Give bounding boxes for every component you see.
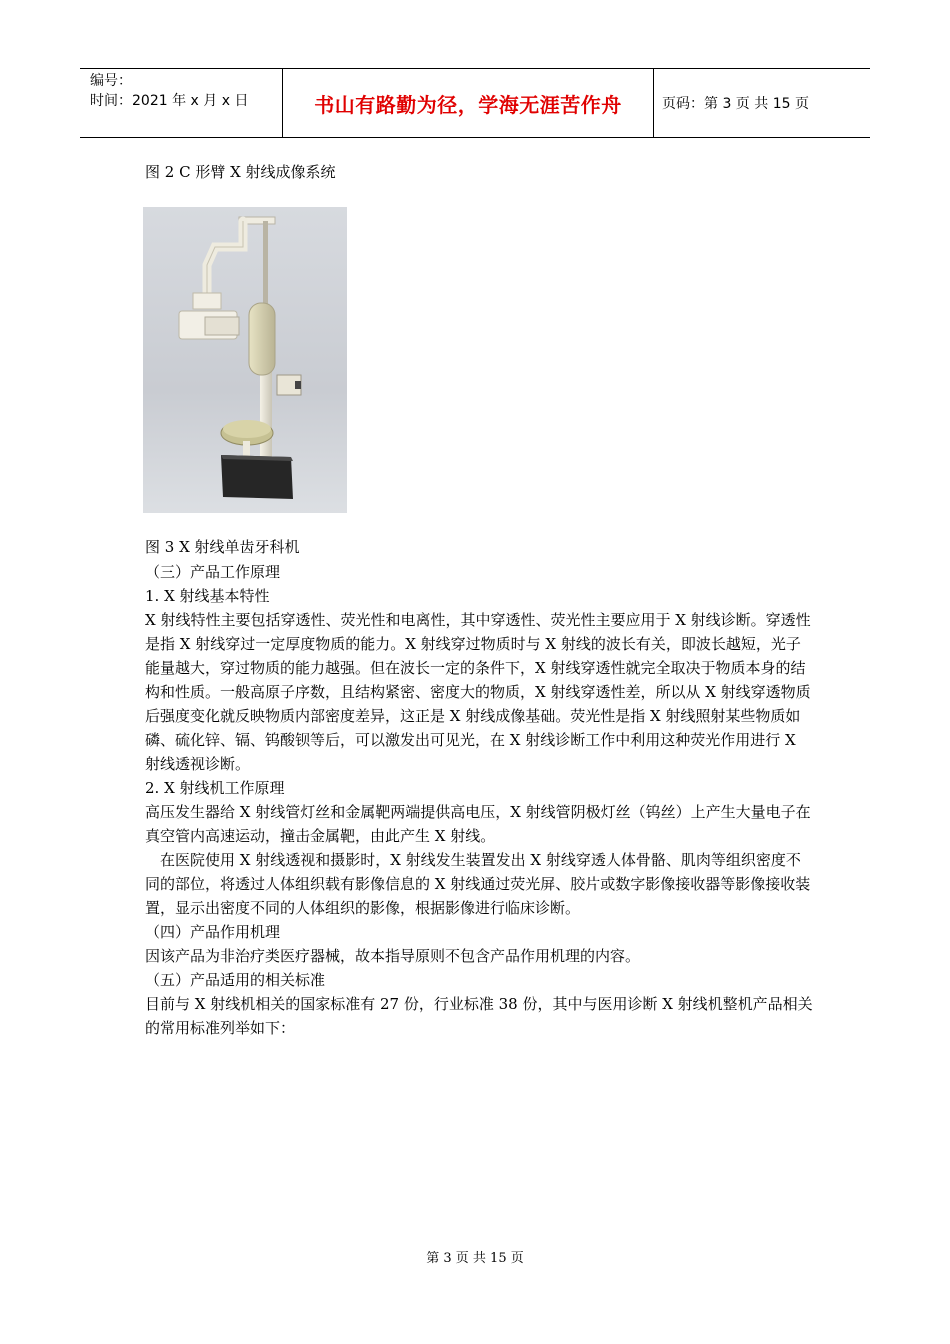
paragraph: 在医院使用 X 射线透视和摄影时，X 射线发生装置发出 X 射线穿透人体骨骼、肌肉等组织密度不同的部位，将透过人体组织载有影像信息的 X 射线通过荧光屏、胶片或数字影像接收器等影像接收装置，显示出密度不同的人体组织的影像，根据影像进行临床诊断。 <box>145 851 811 917</box>
motto-text: 书山有路勤为径，学海无涯苦作舟 <box>314 92 622 117</box>
time-label: 时间：2021 年 x 月 x 日 <box>90 93 249 109</box>
section-heading: （四）产品作用机理 <box>145 923 281 941</box>
paragraph: X 射线特性主要包括穿透性、荧光性和电离性，其中穿透性、荧光性主要应用于 X 射线诊断。穿透性是指 X 射线穿过一定厚度物质的能力。X 射线穿过物质时与 X 射线的波长有关，即波长越短，光子能量越大，穿过物质的能力越强。但在波长一定的条件下，X 射线穿透性就完全取决于物质本身的结构和性质。一般高原子序数，且结构紧密、密度大的物质，X 射线穿透性差，所以从 X 射线穿透物质后强度变化就反映物质内部密度差异，这正是 X 射线成像基础。荧光性是指 X 射线照射某些物质如磷、硫化锌、镉、钨酸钡等后，可以激发出可见光，在 X 射线诊断工作中利用这种荧光作用进行 X 射线透视诊断。 <box>145 611 811 773</box>
header-motto-cell <box>282 69 654 137</box>
figure2-caption: 图 2 C 形臂 X 射线成像系统 <box>145 163 336 181</box>
dental-xray-photo <box>143 207 347 513</box>
body-content <box>145 560 815 1040</box>
section-heading: （三）产品工作原理 <box>145 563 281 581</box>
section-heading: （五）产品适用的相关标准 <box>145 971 326 989</box>
number-label: 编号： <box>90 73 132 89</box>
paragraph: 目前与 X 射线机相关的国家标准有 27 份，行业标准 38 份，其中与医用诊断 X 射线机整机产品相关的常用标准列举如下： <box>145 995 813 1037</box>
subsection-heading: 1. X 射线基本特性 <box>145 587 270 605</box>
page-footer: 第 3 页 共 15 页 <box>426 1251 524 1266</box>
paragraph: 因该产品为非治疗类医疗器械，故本指导原则不包含产品作用机理的内容。 <box>145 947 641 965</box>
figure3-caption: 图 3 X 射线单齿牙科机 <box>145 538 300 556</box>
header-meta <box>80 69 282 137</box>
page-header <box>80 68 870 138</box>
page-info: 页码：第 3 页 共 15 页 <box>662 96 809 112</box>
subsection-heading: 2. X 射线机工作原理 <box>145 779 285 797</box>
paragraph: 高压发生器给 X 射线管灯丝和金属靶两端提供高电压，X 射线管阴极灯丝（钨丝）上产生大量电子在真空管内高速运动，撞击金属靶，由此产生 X 射线。 <box>145 803 811 845</box>
